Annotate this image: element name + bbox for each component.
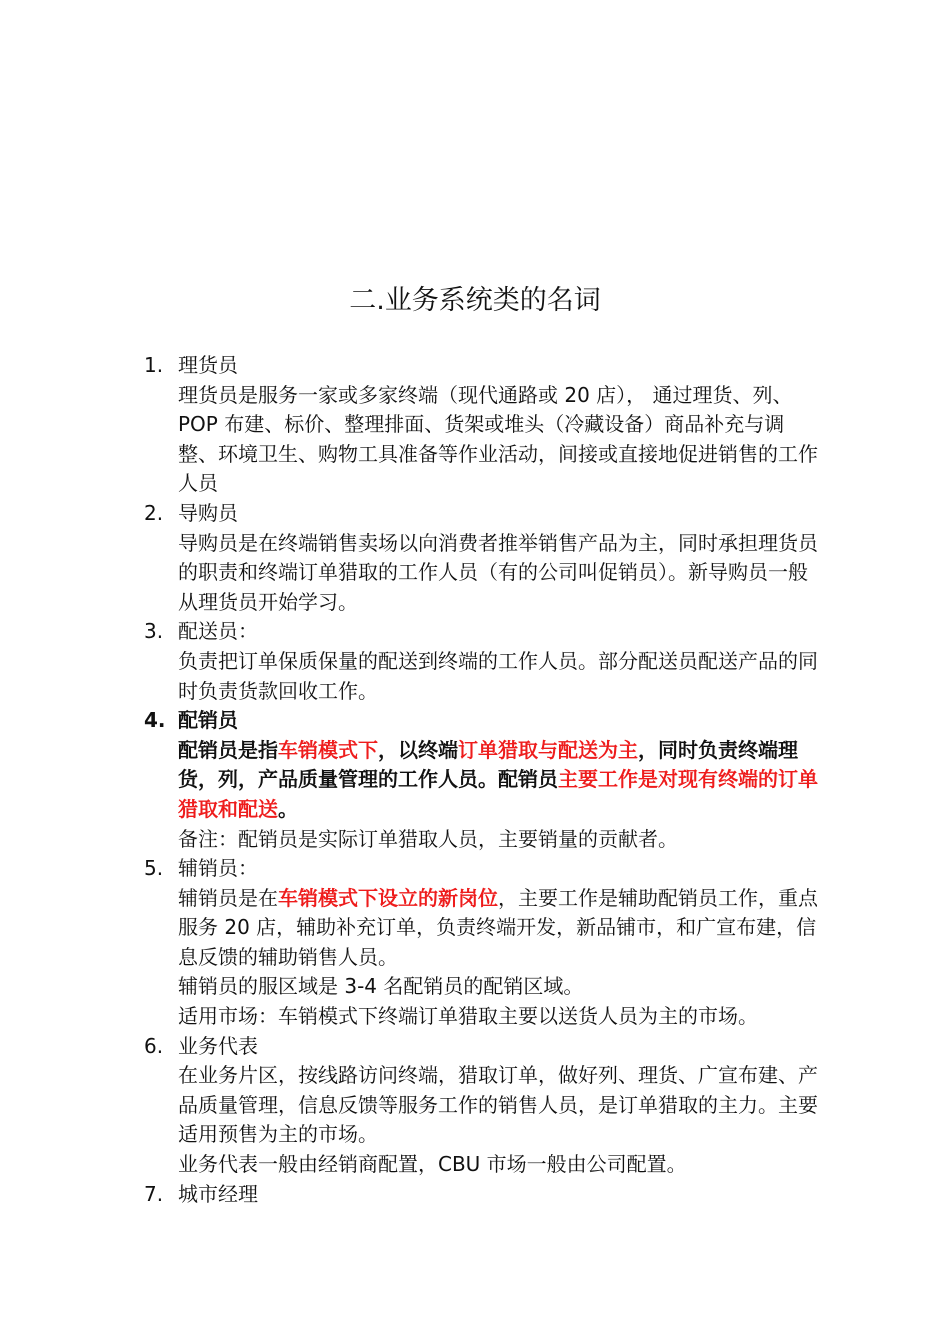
- item-term: 配销员: [178, 708, 238, 733]
- note-text: 业务代表一般由经销商配置，CBU 市场一般由公司配置。: [178, 1152, 687, 1177]
- list-item-6: [144, 1032, 844, 1180]
- item-number: 5.: [144, 856, 164, 881]
- term-list: [144, 351, 844, 1209]
- item-description: [178, 736, 818, 854]
- highlight-text: 车销模式下设立的新岗位: [278, 885, 498, 910]
- item-term: 城市经理: [178, 1181, 258, 1206]
- item-number: 3.: [144, 619, 164, 644]
- highlight-text: 主要工作是对现有终端的订单猎取和配送: [178, 767, 818, 821]
- text-run: 配销员是指: [178, 737, 278, 762]
- description-text: 理货员是服务一家或多家终端（现代通路或 20 店）， 通过理货、列、POP 布建、标价、整理排面、货架或堆头（冷藏设备）商品补充与调整、环境卫生、购物工具准备等作业活动，间接或直接地促进销售的工作人员: [178, 382, 818, 496]
- item-number: 2.: [144, 500, 164, 525]
- description-text: [178, 736, 818, 825]
- list-item-5: [144, 854, 844, 1032]
- text-run: 。: [278, 796, 298, 821]
- list-item-7: [144, 1180, 844, 1210]
- description-text: 在业务片区，按线路访问终端，猎取订单，做好列、理货、广宣布建、产品质量管理，信息反馈等服务工作的销售人员，是订单猎取的主力。主要适用预售为主的市场。: [178, 1063, 818, 1147]
- item-term: 辅销员：: [178, 856, 258, 881]
- text-run: ，同时负责终端理货，列，产品质量管理的工作人员。配销员: [178, 737, 798, 792]
- item-term: 业务代表: [178, 1033, 258, 1058]
- text-run: 辅销员是在: [178, 885, 278, 910]
- item-description: [178, 884, 818, 1032]
- market-text: 适用市场：车销模式下终端订单猎取主要以送货人员为主的市场。: [178, 1004, 758, 1029]
- list-item-4: [144, 706, 844, 854]
- item-description: [178, 1061, 818, 1179]
- highlight-text: 车销模式下: [278, 737, 378, 762]
- item-term: 导购员: [178, 500, 238, 525]
- item-description: [178, 381, 818, 499]
- item-term: 配送员：: [178, 619, 258, 644]
- description-text: 负责把订单保质保量的配送到终端的工作人员。部分配送员配送产品的同时负责货款回收工作。: [178, 648, 818, 703]
- item-description: [178, 647, 818, 706]
- page-title: 二.业务系统类的名词: [349, 285, 601, 316]
- highlight-text: 订单猎取与配送为主: [458, 737, 638, 762]
- area-text: 辅销员的服区域是 3-4 名配销员的配销区域。: [178, 974, 584, 999]
- description-text: 导购员是在终端销售卖场以向消费者推举销售产品为主，同时承担理货员的职责和终端订单猎取的工作人员（有的公司叫促销员）。新导购员一般从理货员开始学习。: [178, 530, 818, 614]
- note-text: 备注：配销员是实际订单猎取人员，主要销量的贡献者。: [178, 826, 678, 851]
- item-number: 4.: [144, 708, 166, 733]
- item-description: [178, 529, 818, 618]
- list-item-1: [144, 351, 844, 499]
- item-number: 6.: [144, 1033, 164, 1058]
- list-item-2: [144, 499, 844, 617]
- item-term: 理货员: [178, 353, 238, 377]
- description-text: [178, 884, 818, 973]
- text-run: ，主要工作是辅助配销员工作，重点服务 20 店，辅助补充订单，负责终端开发，新品铺市，和广宣布建，信息反馈的辅助销售人员。: [178, 885, 818, 969]
- text-run: ，以终端: [378, 737, 458, 762]
- item-number: 7.: [144, 1181, 164, 1206]
- item-number: 1.: [144, 353, 164, 377]
- list-item-3: [144, 617, 844, 706]
